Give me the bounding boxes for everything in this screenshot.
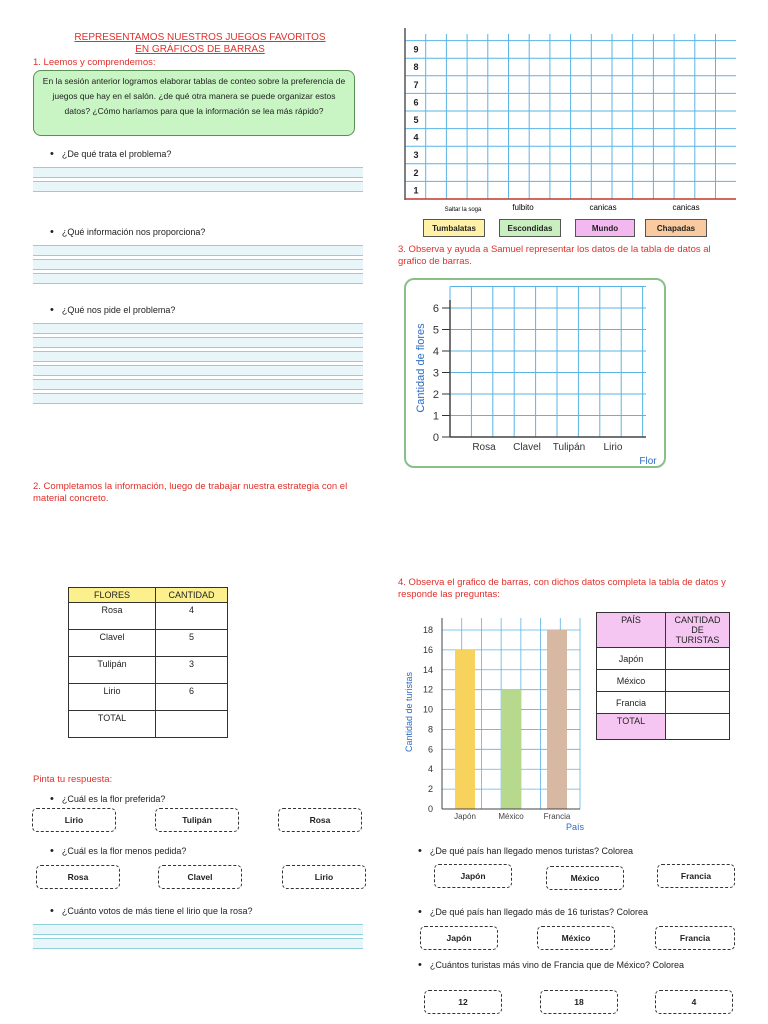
question-1: • ¿De qué trata el problema?: [50, 148, 171, 160]
y-tick-label: 0: [427, 804, 433, 814]
y-tick-label: 1: [413, 185, 419, 196]
x-tick-label: México: [498, 812, 524, 821]
flower-axis-label: Rosa: [472, 442, 496, 453]
pinta-label: Pinta tu respuesta:: [33, 774, 113, 785]
category-tumbalatas[interactable]: Tumbalatas: [423, 219, 485, 237]
bar-japón: [455, 650, 475, 809]
question-least-flower: • ¿Cuál es la flor menos pedida?: [50, 845, 186, 857]
option-rosa[interactable]: Rosa: [36, 865, 120, 889]
section-4-heading: 4. Observa el grafico de barras, con dichos datos completa la tabla de datos y responde las preguntas:: [398, 577, 726, 600]
country-col-header: PAÍS: [597, 613, 666, 648]
y-tick-label: 12: [422, 684, 433, 695]
y-tick-label: 16: [422, 644, 433, 655]
flower-qty: 4: [156, 603, 228, 630]
y-tick-label: 1: [432, 410, 439, 423]
title-line-2: EN GRÁFICOS DE BARRAS: [135, 44, 265, 55]
option-mexico[interactable]: México: [537, 926, 615, 950]
question-3: • ¿Qué nos pide el problema?: [50, 304, 175, 316]
option-clavel[interactable]: Clavel: [158, 865, 242, 889]
bar-méxico: [501, 690, 521, 809]
tourists-y-title: Cantidad de turistas: [404, 671, 414, 753]
bar-francia: [547, 630, 567, 809]
answer-lines-3[interactable]: [33, 323, 363, 407]
flower-qty: 5: [156, 630, 228, 657]
total-label: TOTAL: [69, 711, 156, 738]
question-fewest-tourists: • ¿De qué país han llegado menos turistas? Colorea: [418, 845, 633, 857]
y-tick-label: 9: [413, 44, 419, 55]
y-tick-label: 0: [432, 432, 439, 444]
option-japon[interactable]: Japón: [420, 926, 498, 950]
y-tick-label: 8: [427, 724, 433, 735]
option-tulipan[interactable]: Tulipán: [155, 808, 239, 832]
flower-x-title: Flor: [639, 456, 657, 466]
title-line-1: REPRESENTAMOS NUESTROS JUEGOS FAVORITOS: [74, 32, 326, 43]
flower-y-title: Cantidad de flores: [415, 323, 427, 413]
question-more-than-16: • ¿De qué país han llegado más de 16 turistas? Colorea: [418, 906, 648, 918]
y-tick-label: 5: [432, 324, 439, 337]
flower-name: Rosa: [69, 603, 156, 630]
option-lirio[interactable]: Lirio: [282, 865, 366, 889]
games-grid: [398, 28, 736, 216]
tourist-count-input[interactable]: [666, 692, 730, 714]
tourist-count-input[interactable]: [666, 648, 730, 670]
y-tick-label: 2: [427, 784, 433, 795]
y-tick-label: 3: [413, 150, 419, 161]
y-tick-label: 2: [432, 389, 439, 401]
y-tick-label: 6: [432, 303, 439, 315]
flower-qty: 6: [156, 684, 228, 711]
question-favorite-flower: • ¿Cuál es la flor preferida?: [50, 793, 165, 805]
flowers-table: [68, 587, 228, 738]
flowers-chart: [406, 280, 664, 466]
option-rosa[interactable]: Rosa: [278, 808, 362, 832]
option-4[interactable]: 4: [655, 990, 733, 1014]
category-mundo[interactable]: Mundo: [575, 219, 635, 237]
flower-name: Lirio: [69, 684, 156, 711]
section-3-heading: 3. Observa y ayuda a Samuel representar los datos de la tabla de datos al grafico de barras.: [398, 244, 711, 267]
y-tick-label: 18: [422, 625, 433, 635]
y-tick-label: 6: [427, 744, 433, 755]
tourists-col-header: CANTIDAD DE TURISTAS: [666, 613, 730, 648]
tourists-x-title: País: [565, 822, 585, 832]
question-difference-tourists: • ¿Cuántos turistas más vino de Francia que de México? Colorea: [418, 959, 718, 971]
flower-name: Clavel: [69, 630, 156, 657]
flowers-col-header: FLORES: [69, 588, 156, 603]
question-votes-difference: • ¿Cuánto votos de más tiene el lirio que la rosa?: [50, 905, 252, 917]
option-12[interactable]: 12: [424, 990, 502, 1014]
grid1-xlabel: fulbito: [512, 203, 534, 212]
answer-lines-votes[interactable]: [33, 924, 363, 952]
answer-lines-1[interactable]: [33, 167, 363, 195]
tourist-count-input[interactable]: [666, 670, 730, 692]
worksheet-title: [40, 32, 360, 56]
answer-lines-2[interactable]: [33, 245, 363, 287]
tourist-total-input[interactable]: [666, 714, 730, 740]
grid1-xlabel: Saltar la soga: [444, 207, 482, 213]
y-tick-label: 6: [413, 97, 419, 108]
problem-box: En la sesión anterior logramos elaborar tablas de conteo sobre la preferencia de juegos que hay en el salón. ¿de qué otra manera se puede organizar estos datos? ¿Cómo haríamos para que la información se lea más rápido?: [33, 70, 355, 136]
x-tick-label: Japón: [454, 812, 476, 821]
country-name: México: [597, 670, 666, 692]
country-name: Francia: [597, 692, 666, 714]
flower-axis-label: Lirio: [603, 442, 623, 453]
total-input[interactable]: [156, 711, 228, 738]
y-tick-label: 5: [413, 115, 419, 125]
flower-axis-label: Tulipán: [552, 442, 586, 453]
quantity-col-header: CANTIDAD: [156, 588, 228, 603]
country-name: Japón: [597, 648, 666, 670]
category-escondidas[interactable]: Escondidas: [499, 219, 561, 237]
option-francia[interactable]: Francia: [657, 864, 735, 888]
flower-qty: 3: [156, 657, 228, 684]
y-tick-label: 8: [413, 62, 419, 73]
option-japon[interactable]: Japón: [434, 864, 512, 888]
y-tick-label: 4: [413, 132, 419, 143]
y-tick-label: 4: [432, 346, 439, 358]
flower-name: Tulipán: [69, 657, 156, 684]
grid1-xlabel: canicas: [589, 203, 617, 212]
flower-axis-label: Clavel: [513, 442, 541, 453]
option-francia[interactable]: Francia: [655, 926, 735, 950]
grid1-xlabel: canicas: [672, 203, 700, 212]
section-1-heading: 1. Leemos y comprendemos:: [33, 57, 156, 68]
option-mexico[interactable]: México: [546, 866, 624, 890]
category-chapadas[interactable]: Chapadas: [645, 219, 707, 237]
tourists-table: [596, 612, 730, 740]
section-2-heading: 2. Completamos la información, luego de trabajar nuestra estrategia con el material concreto.: [33, 481, 348, 504]
option-lirio[interactable]: Lirio: [32, 808, 116, 832]
y-tick-label: 10: [422, 704, 433, 715]
question-2: • ¿Qué información nos proporciona?: [50, 226, 205, 238]
tourist-total-label: TOTAL: [597, 714, 666, 740]
y-tick-label: 2: [413, 167, 419, 178]
tourists-chart: [400, 612, 586, 834]
y-tick-label: 7: [413, 79, 419, 90]
y-tick-label: 3: [432, 367, 439, 380]
y-tick-label: 4: [427, 764, 433, 775]
option-18[interactable]: 18: [540, 990, 618, 1014]
y-tick-label: 14: [422, 664, 433, 675]
x-tick-label: Francia: [543, 812, 571, 821]
